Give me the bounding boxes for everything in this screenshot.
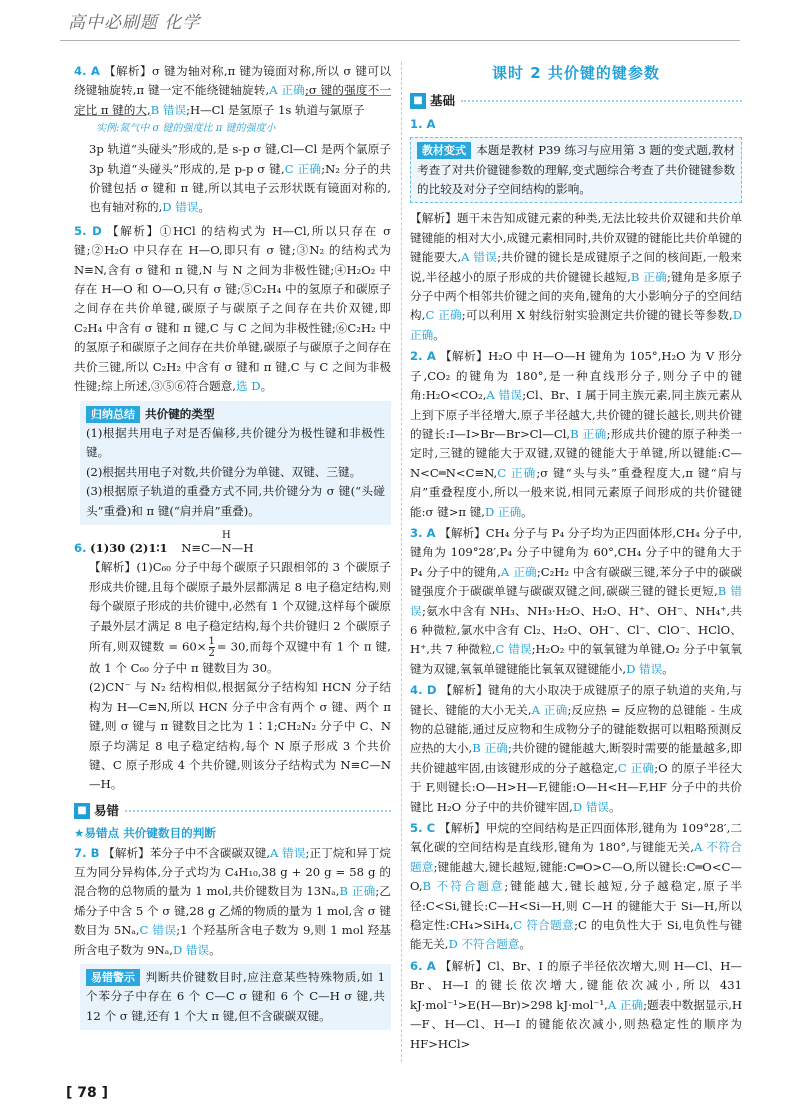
right-column <box>410 62 742 1054</box>
answer-5: 5. C 【解析】甲烷的空间结构是正四面体形,键角为 109°28′,二氧化碳的空间结构是直线形,键角为 180°,与键能无关,A 不符合题意;键能越大,键长越短,键能:C═O>C—O,所以键长:C═O<C—O,B 不符合题意;键能越大,键长越短,分子越稳定,原子半径:C<Si,键长:C—H<Si—H,则 C—H 的键能大于 Si—H,所以稳定性:CH₄>SiH₄,C 符合题意;C 的电负性大于 Si,电负性与键能无关,D 不符合题意。 <box>410 821 743 952</box>
answer-4-cont: 3p 轨道“头碰头”形成的,是 s-p σ 键,Cl—Cl 是两个氯原子 3p 轨道“头碰头”形成的,是 p-p σ 键,C 正确;N₂ 分子的共价键包括 σ 键和 π 键,所以其电子云形状既有镜面对称的,也有轴对称的,D 错误。 <box>89 142 391 215</box>
variant-tag: 教材变式 <box>417 142 471 159</box>
header-rule <box>60 40 740 41</box>
warning-tag: 易错警示 <box>86 969 140 986</box>
section-error-prone: ■ 易错 <box>74 801 391 820</box>
section-icon: ■ <box>410 93 426 109</box>
error-point: ★易错点 共价键数目的判断 <box>74 826 216 841</box>
column-divider <box>401 62 402 1062</box>
summary-tag: 归纳总结 <box>86 406 140 423</box>
summary-box: 归纳总结 共价键的类型 (1)根据共用电子对是否偏移,共价键分为极性键和非极性键。 (2)根据共用电子对数,共价键分为单键、双键、三键。 (3)根据原子轨道的重叠方式不同,共价键分为 σ 键(“头碰头”重叠)和 π 键(“肩并肩”重叠)。 <box>80 401 391 525</box>
running-header: 高中必刷题 化学 <box>68 13 201 33</box>
lesson-title: 课时 2 共价键的键参数 <box>492 64 660 82</box>
answer-4: 4. A 【解析】σ 键为轴对称,π 键为镜面对称,所以 σ 键可以绕键轴旋转,π 键一定不能绕键轴旋转,A 正确;σ 键的强度不一定比 π 键的大,B 错误;H—Cl 是氢原子 1s 轨道与氯原子 <box>74 64 392 117</box>
answer-7: 7. B 【解析】苯分子中不含碳碳双键,A 错误;正丁烷和异丁烷互为同分异构体,分子式均为 C₄H₁₀,38 g + 20 g = 58 g 的混合物的总物质的量为 1 mol,共价键数目为 13Nₐ,B 正确;乙烯分子中含 5 个 σ 键,28 g 乙烯的物质的量为 1 mol,含 σ 键数目为 5Nₐ,C 错误;1 个羟基所含电子数为 9,则 1 mol 羟基所含电子数为 9Nₐ,D 错误。 <box>74 845 391 957</box>
section-icon: ■ <box>74 803 90 819</box>
warning-box: 易错警示 判断共价键数目时,应注意某些特殊物质,如 1 个苯分子中存在 6 个 C—C σ 键和 6 个 C—H σ 键,共 12 个 σ 键,还有 1 个大 π 键,但不含碳碳双键。 <box>80 964 391 1030</box>
answer-1: 1. A <box>410 116 436 131</box>
section-basic: ■ 基础 <box>410 91 742 110</box>
textbook-variant-box: 教材变式 本题是教材 P39 练习与应用第 3 题的变式题,教材考查了对共价键键参数的理解,变式题综合考查了共价键键参数的比较及对分子空间结构的影响。 <box>410 137 742 203</box>
page-number: [ 78 ] <box>66 1085 109 1101</box>
answer-2: 2. A 【解析】H₂O 中 H—O—H 键角为 105°,H₂O 为 V 形分子,CO₂ 的键角为 180°,是一种直线形分子,则分子中的键角:H₂O<CO₂,A 错误;Cl、Br、I 属于同主族元素,同主族元素从上到下原子半径增大,原子半径越大,共价键的键长越长,则共价键的键长:I—I>Br—Br>Cl—Cl,B 正确;形成共价键的原子种类一定时,三键的键能大于双键,双键的键能大于单键,所以键能:C—N<C═N<C≡N,C 正确;σ 键“头与头”重叠程度大,π 键“肩与肩”重叠程度小,所以一般来说,相同元素原子间形成的共价键键能:σ 键>π 键,D 正确。 <box>410 349 742 519</box>
left-column <box>74 62 391 1036</box>
answer-4: 4. D 【解析】键角的大小取决于成键原子的原子轨道的夹角,与键长、键能的大小无关,A 正确;反应热 = 反应物的总键能 - 生成物的总键能,通过反应物和生成物分子的键能数据可以粗略预测反应热的大小,B 正确;共价键的键能越大,断裂时需要的能量越多,即共价键越牢固,由该键形成的分子越稳定,C 正确;O 的原子半径大于 F,则键长:O—H>H—F,键能:O—H<H—F,HF 分子中的共价键比 H₂O 分子中的共价键牢固,D 错误。 <box>410 683 743 814</box>
answer-5: 5. D 【解析】①HCl 的结构式为 H—Cl,所以只存在 σ 键;②H₂O 中只存在 H—O,即只有 σ 键;③N₂ 的结构式为 N≡N,含有 σ 键和 π 键,N 与 N 之间为非极性键;④H₂O₂ 中存在 H—O 和 O—O,只有 σ 键;⑤C₂H₄ 中的氢原子和碳原子之间存在共价单键,碳原子与碳原子之间存在共价双键,即 C₂H₄ 中含有 σ 键和 π 键,C 与 C 之间为非极性键;⑥C₂H₂ 中的氢原子和碳原子之间存在共价单键,碳原子与碳原子之间存在共价三键,所以 C₂H₂ 中含有 σ 键和 π 键,C 与 C 之间为非极性键;综上所述,③⑤⑥符合题意,选 D。 <box>74 223 391 394</box>
answer-6-explain: 【解析】(1)C₆₀ 分子中每个碳原子只跟相邻的 3 个碳原子形成共价键,且每个碳原子最外层都满足 8 电子稳定结构,则每个碳原子形成的共价键中,必然有 1 个双键,这样每个碳原子最外层才满足 8 电子稳定结构,每个共价键归 2 个碳原子所有,则双键数 = 60× $\frac{1}{2}$ = 30,而每个双键中有 1 个 π 键,故 1 个 C₆₀ 分子中 π 键数目为 30。 <box>89 560 391 675</box>
answer-6: 6. (1)30 (2)1∶1 H N≡C—N—H <box>74 529 254 555</box>
answer-6: 6. A 【解析】Cl、Br、I 的原子半径依次增大,则 H—Cl、H—Br、H—I 的键长依次增大,键能依次减小,所以 431 kJ·mol⁻¹>E(H—Br)>298 kJ·mol⁻¹,A 正确;题表中数据显示,H—F、H—Cl、H—I 的键能依次减小,则热稳定性的顺序为 HF>HCl> <box>410 958 742 1051</box>
answer-6-part2: (2)CN⁻ 与 N₂ 结构相似,根据氮分子结构知 HCN 分子结构为 H—C≡N,所以 HCN 分子中含有两个 σ 键、两个 π 键,则 σ 键与 π 键数目之比为 1∶1;CH₂N₂ 分子中 C、N 原子均满足 8 电子稳定结构,每个 N 原子形成 3 个共价键、C 原子形成 4 个共价键,则该分子结构式为 N≡C—N—H。 <box>89 680 391 792</box>
answer-3: 3. A 【解析】CH₄ 分子与 P₄ 分子均为正四面体形,CH₄ 分子中,键角为 109°28′,P₄ 分子中键角为 60°,CH₄ 分子中的键角大于 P₄ 分子中的键角,A 正确;C₂H₂ 中含有碳碳三键,苯分子中的碳碳键强度介于碳碳单键与碳碳双键之间,碳碳三键的键长更短,B 错误;氨水中含有 NH₃、NH₃·H₂O、H₂O、H⁺、OH⁻、NH₄⁺,共 6 种微粒,氯水中含有 Cl₂、H₂O、OH⁻、Cl⁻、ClO⁻、HClO、H⁺,共 7 种微粒,C 错误;H₂O₂ 中的氧氧键为单键,O₂ 分子中氧氧键为双键,氧氧单键键能比氧氧双键键能小,D 错误。 <box>410 525 742 676</box>
margin-note: 实例:氮气中 σ 键的强度比 π 键的强度小 <box>96 123 276 135</box>
answer-1-explain: 【解析】题干未告知成键元素的种类,无法比较共价双键和共价单键键能的相对大小,成键元素相同时,共价双键的键能比共价单键的键能要大,A 错误;共价键的键长是成键原子之间的核间距,一般来说,半径越小的原子形成的共价键键长越短,B 正确;键角是多原子分子中两个相邻共价键之间的夹角,键角的大小影响分子的空间结构,C 正确;可以利用 X 射线衍射实验测定共价键的键长等参数,D 正确。 <box>410 211 743 342</box>
